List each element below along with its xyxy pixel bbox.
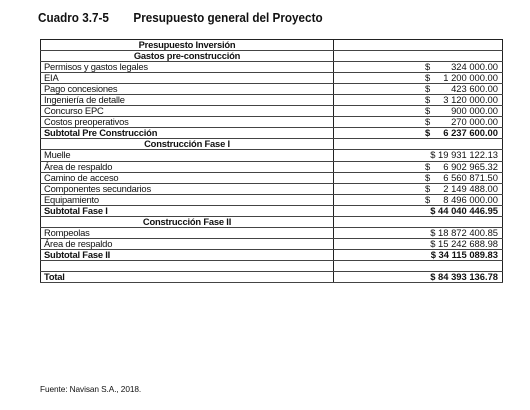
amount-value: 6 237 600.00 (443, 127, 498, 139)
table-row (41, 194, 503, 205)
amount-cell (334, 183, 503, 194)
amount-value: $ 34 115 089.83 (430, 249, 498, 260)
table-row (41, 62, 503, 73)
amount-cell (334, 139, 503, 150)
row-label: Costos preoperativos (41, 117, 334, 128)
amount-value: $ 18 872 400.85 (430, 227, 498, 238)
amount-value: 6 560 871.50 (443, 172, 498, 183)
currency-symbol: $ (425, 116, 431, 128)
currency-symbol: $ (425, 61, 431, 73)
amount-value: 8 496 000.00 (443, 194, 498, 205)
amount-value: $ 84 393 136.78 (430, 271, 498, 282)
amount-cell (334, 106, 503, 117)
amount-cell (334, 260, 503, 271)
subtotal-label: Subtotal Pre Construcción (41, 128, 334, 139)
currency-symbol: $ (425, 83, 431, 95)
subtotal-label: Subtotal Fase I (41, 205, 334, 216)
currency-symbol: $ (425, 161, 431, 172)
total-row (41, 271, 503, 282)
row-label: Área de respaldo (41, 238, 334, 249)
currency-symbol: $ (425, 105, 431, 117)
row-label: Ingeniería de detalle (41, 95, 334, 106)
amount-value: 6 902 965.32 (443, 161, 498, 172)
row-label: Pago concesiones (41, 84, 334, 95)
amount-cell (334, 117, 503, 128)
amount-value: 900 000.00 (451, 105, 498, 117)
amount-cell (334, 84, 503, 95)
currency-symbol: $ (425, 172, 431, 183)
row-label: Camino de acceso (41, 172, 334, 183)
currency-symbol: $ (425, 194, 431, 205)
currency-symbol: $ (425, 94, 431, 106)
subtotal-row (41, 249, 503, 260)
blank-cell (41, 260, 334, 271)
table-row (41, 238, 503, 249)
section-header-row (41, 51, 503, 62)
table-row (41, 73, 503, 84)
section-header: Gastos pre-construcción (41, 51, 334, 62)
row-label: Muelle (41, 150, 334, 161)
row-label: Equipamiento (41, 194, 334, 205)
amount-value: $ 15 242 688.98 (430, 238, 498, 249)
table-row (41, 172, 503, 183)
table-row (41, 183, 503, 194)
table-row (41, 227, 503, 238)
row-label: Componentes secundarios (41, 183, 334, 194)
amount-cell (334, 227, 503, 238)
source-note: Fuente: Navisan S.A., 2018. (40, 384, 142, 394)
amount-cell (334, 128, 503, 139)
currency-symbol: $ (425, 72, 431, 84)
row-label: Concurso EPC (41, 106, 334, 117)
section-header: Construcción Fase I (41, 139, 334, 150)
amount-cell (334, 172, 503, 183)
amount-value: 270 000.00 (451, 116, 498, 128)
total-label: Total (41, 271, 334, 282)
amount-cell (334, 95, 503, 106)
subtotal-row (41, 205, 503, 216)
amount-cell (334, 40, 503, 51)
section-header-row (41, 139, 503, 150)
currency-symbol: $ (425, 183, 431, 194)
row-label: EIA (41, 73, 334, 84)
amount-value: 3 120 000.00 (443, 94, 498, 106)
row-label: Rompeolas (41, 227, 334, 238)
table-title-row (41, 40, 503, 51)
amount-cell (334, 205, 503, 216)
row-label: Permisos y gastos legales (41, 62, 334, 73)
section-header: Construcción Fase II (41, 216, 334, 227)
table-row (41, 84, 503, 95)
caption-number: Cuadro 3.7-5 (38, 10, 109, 25)
row-label: Área de respaldo (41, 161, 334, 172)
amount-cell (334, 73, 503, 84)
amount-cell (334, 161, 503, 172)
table-title: Presupuesto Inversión (41, 40, 334, 51)
subtotal-row (41, 128, 503, 139)
amount-cell (334, 51, 503, 62)
amount-cell (334, 150, 503, 161)
section-header-row (41, 216, 503, 227)
amount-value: 1 200 000.00 (443, 72, 498, 84)
amount-cell (334, 249, 503, 260)
amount-cell (334, 194, 503, 205)
table-row (41, 117, 503, 128)
currency-symbol: $ (425, 127, 431, 139)
amount-value: 2 149 488.00 (443, 183, 498, 194)
amount-cell (334, 62, 503, 73)
blank-row (41, 260, 503, 271)
table-row (41, 161, 503, 172)
amount-value: 423 600.00 (451, 83, 498, 95)
table-row (41, 106, 503, 117)
amount-cell (334, 238, 503, 249)
amount-value: 324 000.00 (451, 61, 498, 73)
budget-table (40, 39, 503, 283)
table-row (41, 95, 503, 106)
subtotal-label: Subtotal Fase II (41, 249, 334, 260)
caption-title: Presupuesto general del Proyecto (133, 10, 323, 25)
table-caption (38, 8, 323, 28)
amount-cell (334, 216, 503, 227)
amount-value: $ 19 931 122.13 (430, 149, 498, 161)
budget-table-body (41, 40, 503, 283)
amount-cell (334, 271, 503, 282)
amount-value: $ 44 040 446.95 (430, 205, 498, 216)
table-row (41, 150, 503, 161)
